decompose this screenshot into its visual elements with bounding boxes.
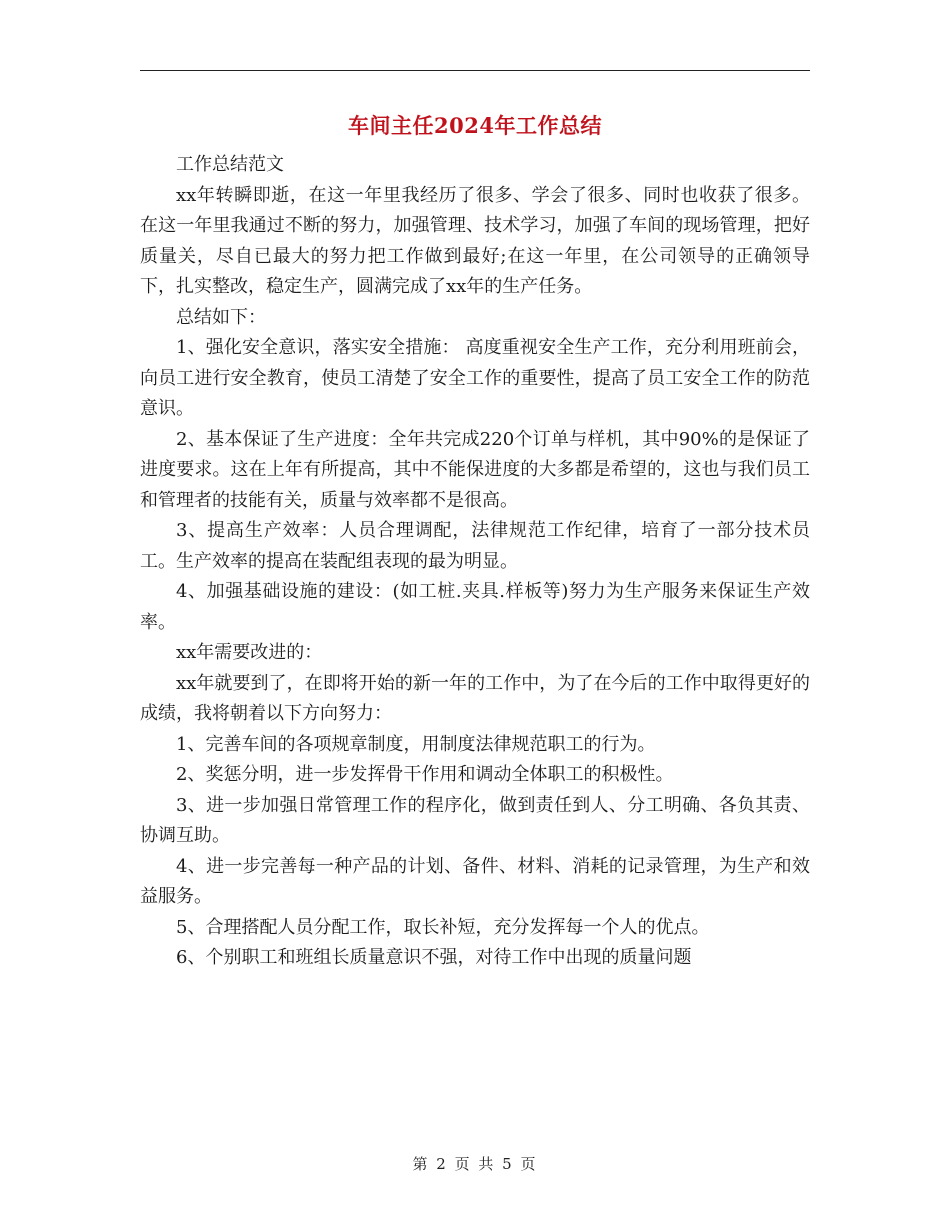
paragraph: 6、个别职工和班组长质量意识不强，对待工作中出现的质量问题	[176, 947, 692, 968]
paragraph: 3、提高生产效率：人员合理调配，法律规范工作纪律，培育了一部分技术员工。生产效率的提高在装配组表现的最为明显。	[140, 520, 810, 572]
paragraph: 5、合理搭配人员分配工作，取长补短，充分发挥每一个人的优点。	[176, 916, 710, 938]
paragraph: 总结如下：	[176, 306, 266, 328]
paragraph: xx年就要到了，在即将开始的新一年的工作中，为了在今后的工作中取得更好的成绩，我将朝着以下方向努力：	[140, 672, 810, 724]
paragraph: 1、完善车间的各项规章制度，用制度法律规范职工的行为。	[176, 733, 656, 755]
paragraph-heading: 工作总结范文	[176, 154, 284, 175]
document-body	[140, 150, 810, 974]
paragraph: 3、进一步加强日常管理工作的程序化，做到责任到人、分工明确、各负其责、协调互助。	[140, 794, 810, 846]
paragraph: 2、基本保证了生产进度：全年共完成220个订单与样机，其中90%的是保证了进度要求。这在上年有所提高，其中不能保进度的大多都是希望的，这也与我们员工和管理者的技能有关，质量与效率都不是很高。	[140, 428, 810, 511]
document-title: 车间主任2024年工作总结	[348, 113, 602, 138]
paragraph: xx年转瞬即逝，在这一年里我经历了很多、学会了很多、同时也收获了很多。 在这一年里我通过不断的努力，加强管理、技术学习，加强了车间的现场管理，把好质量关，尽自已最大的努力把工作做到最好;在这一年里，在公司领导的正确领导下，扎实整改，稳定生产，圆满完成了xx年的生产任务。	[140, 184, 810, 297]
paragraph: xx年需要改进的：	[176, 642, 323, 663]
page-number-footer: 第 2 页 共 5 页	[412, 1155, 538, 1173]
paragraph: 1、强化安全意识，落实安全措施： 高度重视安全生产工作，充分利用班前会，向员工进行安全教育，使员工清楚了安全工作的重要性，提高了员工安全工作的防范意识。	[140, 337, 810, 419]
paragraph: 4、进一步完善每一种产品的计划、备件、材料、消耗的记录管理，为生产和效益服务。	[140, 855, 810, 907]
paragraph: 4、加强基础设施的建设：(如工桩.夹具.样板等)努力为生产服务来保证生产效率。	[140, 581, 810, 633]
header-rule	[140, 70, 810, 71]
paragraph: 2、奖惩分明，进一步发挥骨干作用和调动全体职工的积极性。	[176, 764, 674, 785]
